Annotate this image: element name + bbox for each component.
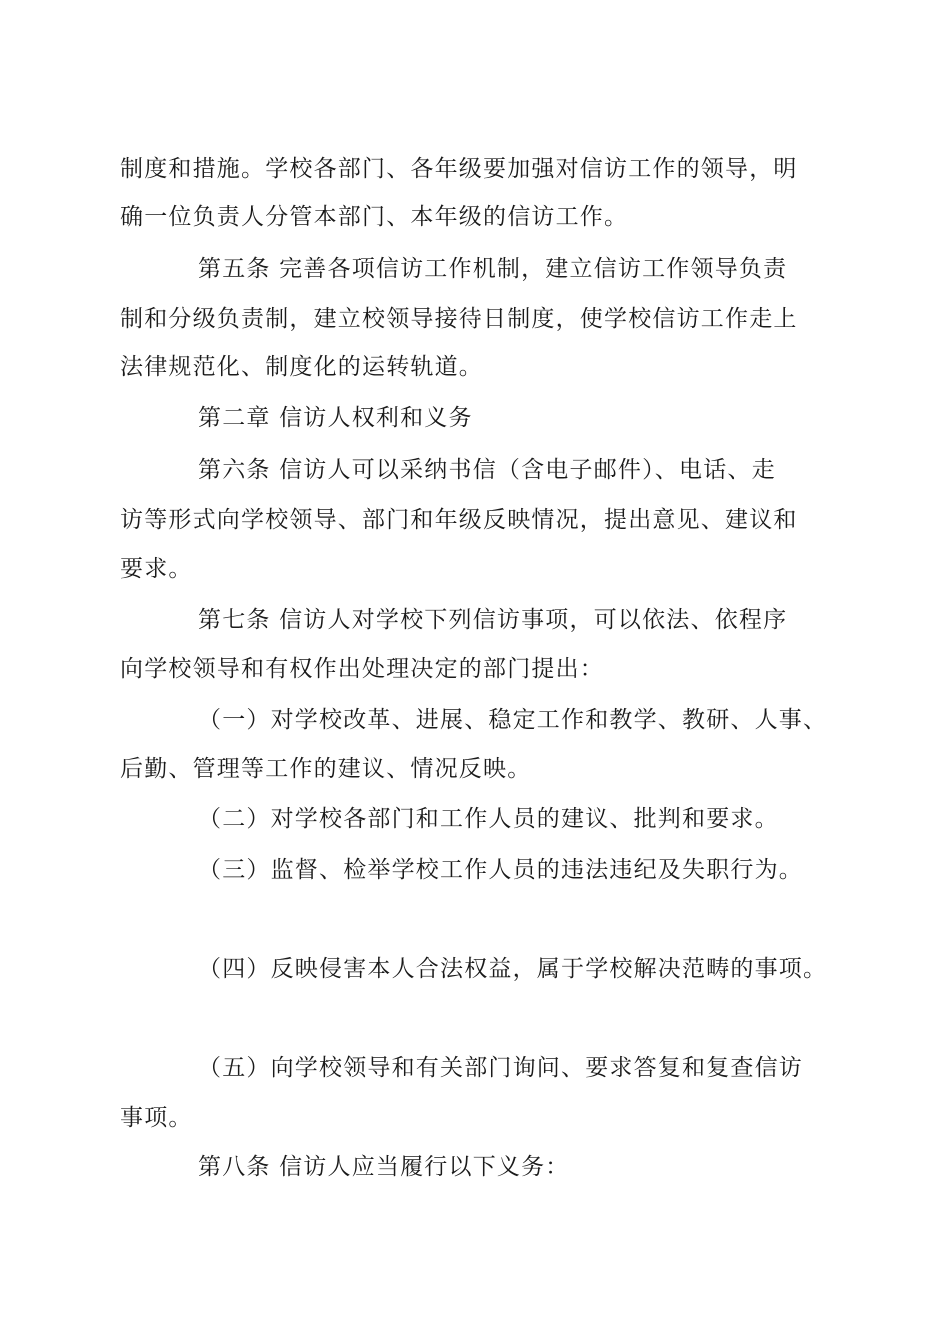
text-line-18: 事项。 [120,1105,193,1131]
chapter-2-heading: 第二章 信访人权利和义务 [198,405,473,431]
item-2: （二）对学校各部门和工作人员的建议、批判和要求。 [198,806,779,832]
item-1: （一）对学校改革、进展、稳定工作和教学、教研、人事、 [198,707,828,733]
text-line-9: 要求。 [120,556,193,582]
text-line-11: 向学校领导和有权作出处理决定的部门提出： [120,656,604,682]
text-line-8: 访等形式向学校领导、部门和年级反映情况，提出意见、建议和 [120,507,798,533]
article-5-heading: 第五条 完善各项信访工作机制，建立信访工作领导负责 [198,256,788,282]
item-4: （四）反映侵害本人合法权益，属于学校解决范畴的事项。 [198,956,828,982]
text-line-2: 确一位负责人分管本部门、本年级的信访工作。 [120,204,629,230]
item-3: （三）监督、检举学校工作人员的违法违纪及失职行为。 [198,857,803,883]
text-line-4: 制和分级负责制，建立校领导接待日制度，使学校信访工作走上 [120,306,798,332]
text-line-1: 制度和措施。学校各部门、各年级要加强对信访工作的领导，明 [120,156,798,182]
article-8-heading: 第八条 信访人应当履行以下义务： [198,1154,570,1180]
item-5: （五）向学校领导和有关部门询问、要求答复和复查信访 [198,1055,803,1081]
article-6-heading: 第六条 信访人可以采纳书信（含电子邮件）、电话、走 [198,457,776,483]
text-line-5: 法律规范化、制度化的运转轨道。 [120,354,483,380]
article-7-heading: 第七条 信访人对学校下列信访事项，可以依法、依程序 [198,607,788,633]
text-line-13: 后勤、管理等工作的建议、情况反映。 [120,756,532,782]
